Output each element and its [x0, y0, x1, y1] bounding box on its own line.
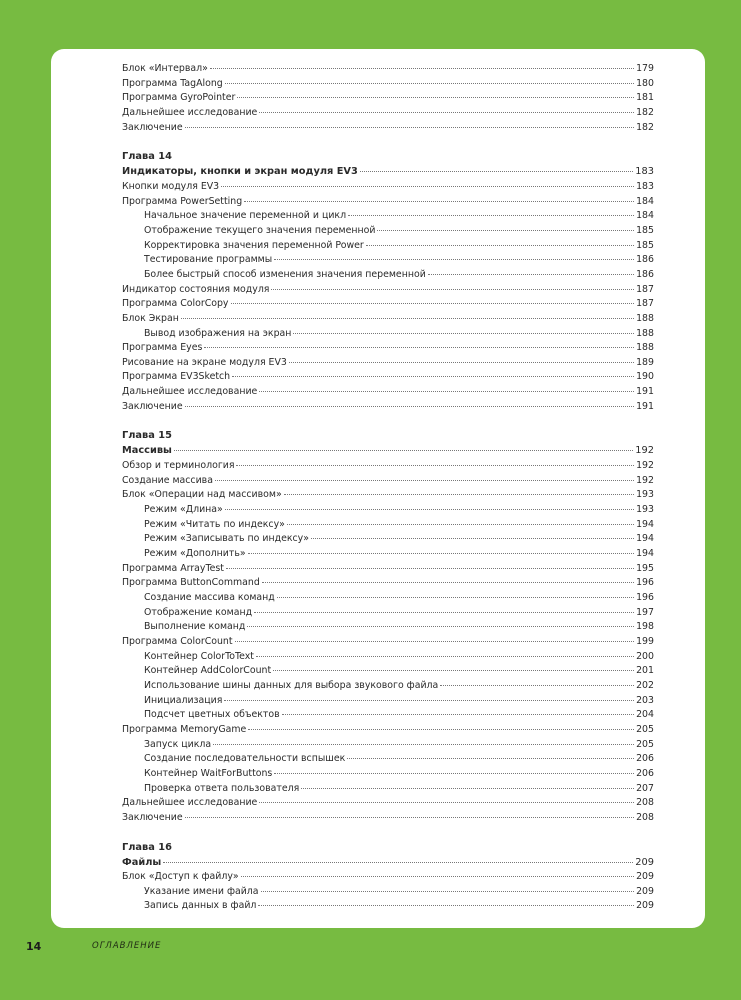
dot-leader	[185, 817, 634, 818]
toc-entry[interactable]	[122, 752, 654, 767]
toc-entry[interactable]	[122, 224, 654, 239]
entry-page-number: 207	[636, 782, 654, 794]
entry-page-number: 188	[636, 312, 654, 324]
entry-title: Программа MemoryGame	[122, 723, 247, 735]
dot-leader	[241, 876, 634, 877]
toc-entry[interactable]	[122, 180, 654, 195]
toc-entry[interactable]	[122, 870, 654, 885]
entry-title: Отображение текущего значения переменной	[144, 224, 376, 236]
entry-title: Режим «Читать по индексу»	[144, 518, 285, 530]
entry-page-number: 187	[636, 298, 654, 310]
dot-leader	[254, 612, 634, 613]
entry-title: Блок Экран	[122, 312, 179, 324]
entry-page-number: 193	[636, 504, 654, 516]
entry-page-number: 183	[636, 180, 654, 192]
dot-leader	[258, 905, 634, 906]
entry-page-number: 209	[636, 900, 654, 912]
dot-leader	[284, 494, 634, 495]
entry-title: Блок «Доступ к файлу»	[122, 871, 239, 883]
entry-title: Блок «Интервал»	[122, 63, 208, 74]
entry-page-number: 192	[635, 445, 654, 457]
entry-page-number: 188	[636, 327, 654, 339]
dot-leader	[259, 112, 634, 113]
dot-leader	[360, 171, 633, 172]
toc-entry[interactable]	[122, 341, 654, 356]
entry-page-number: 198	[636, 621, 654, 633]
entry-title: Контейнер ColorToText	[144, 650, 254, 662]
entry-page-number: 196	[636, 577, 654, 589]
dot-leader	[204, 347, 634, 348]
entry-title: Выполнение команд	[144, 621, 246, 633]
dot-leader	[259, 802, 634, 803]
entry-page-number: 200	[636, 650, 654, 662]
dot-leader	[213, 744, 634, 745]
dot-leader	[311, 538, 634, 539]
dot-leader	[225, 83, 634, 84]
toc-entry[interactable]	[122, 474, 654, 489]
entry-page-number: 191	[636, 386, 654, 398]
table-of-contents	[122, 62, 654, 914]
entry-title: Корректировка значения переменной Power	[144, 239, 364, 251]
entry-title: Программа ColorCount	[122, 635, 233, 647]
toc-entry[interactable]	[122, 606, 654, 621]
entry-page-number: 185	[636, 239, 654, 251]
entry-title: Рисование на экране модуля EV3	[122, 356, 287, 368]
chapter-title-entry[interactable]	[122, 444, 654, 459]
entry-page-number: 188	[636, 342, 654, 354]
toc-entry[interactable]	[122, 620, 654, 635]
page-footer	[26, 940, 162, 953]
dot-leader	[262, 582, 634, 583]
dot-leader	[377, 230, 634, 231]
entry-title: Вывод изображения на экран	[144, 327, 292, 339]
entry-title: Начальное значение переменной и цикл	[144, 210, 347, 222]
toc-entry[interactable]	[122, 121, 654, 136]
entry-title: Программа PowerSetting	[122, 195, 243, 207]
entry-page-number: 194	[636, 548, 654, 560]
dot-leader	[210, 68, 634, 69]
entry-title: Массивы	[122, 445, 172, 457]
entry-title: Программа EV3Sketch	[122, 371, 231, 383]
entry-title: Создание массива	[122, 474, 213, 486]
entry-page-number: 209	[636, 885, 654, 897]
dot-leader	[226, 568, 634, 569]
entry-title: Дальнейшее исследование	[122, 797, 258, 809]
toc-entry[interactable]	[122, 708, 654, 723]
toc-entry[interactable]	[122, 547, 654, 562]
dot-leader	[273, 670, 634, 671]
toc-entry[interactable]	[122, 591, 654, 606]
toc-entry[interactable]	[122, 664, 654, 679]
entry-page-number: 182	[636, 121, 654, 133]
entry-page-number: 208	[636, 811, 654, 823]
toc-entry[interactable]	[122, 400, 654, 415]
entry-title: Программа GyroPointer	[122, 92, 236, 104]
toc-entry[interactable]	[122, 268, 654, 283]
entry-page-number: 203	[636, 694, 654, 706]
toc-entry[interactable]	[122, 650, 654, 665]
entry-title: Создание последовательности вспышек	[144, 753, 346, 765]
entry-title: Указание имени файла	[144, 885, 259, 897]
entry-page-number: 194	[636, 533, 654, 545]
entry-title: Подсчет цветных объектов	[144, 709, 280, 721]
entry-page-number: 185	[636, 224, 654, 236]
entry-title: Дальнейшее исследование	[122, 386, 258, 398]
dot-leader	[232, 376, 634, 377]
entry-title: Запуск цикла	[144, 738, 212, 750]
entry-page-number: 209	[635, 856, 654, 868]
toc-entry[interactable]	[122, 91, 654, 106]
entry-title: Режим «Длина»	[144, 504, 223, 516]
page-number: 14	[26, 940, 42, 953]
dot-leader	[163, 862, 633, 863]
entry-page-number: 187	[636, 283, 654, 295]
dot-leader	[366, 245, 634, 246]
entry-title: Заключение	[122, 811, 183, 823]
entry-title: Контейнер WaitForButtons	[144, 767, 273, 779]
entry-page-number: 183	[635, 166, 654, 178]
toc-entry[interactable]	[122, 885, 654, 900]
entry-title: Режим «Записывать по индексу»	[144, 533, 309, 545]
entry-page-number: 186	[636, 268, 654, 280]
entry-page-number: 201	[636, 665, 654, 677]
toc-entry[interactable]	[122, 62, 654, 77]
entry-page-number: 180	[636, 77, 654, 89]
dot-leader	[271, 289, 634, 290]
dot-leader	[236, 465, 634, 466]
entry-page-number: 186	[636, 254, 654, 266]
toc-entry[interactable]	[122, 209, 654, 224]
toc-entry[interactable]	[122, 635, 654, 650]
dot-leader	[181, 318, 634, 319]
chapter-heading: Глава 14	[122, 151, 172, 163]
toc-entry[interactable]	[122, 385, 654, 400]
entry-page-number: 194	[636, 518, 654, 530]
entry-page-number: 199	[636, 635, 654, 647]
entry-title: Программа TagAlong	[122, 77, 223, 89]
entry-page-number: 205	[636, 723, 654, 735]
entry-title: Программа ButtonCommand	[122, 577, 260, 589]
entry-page-number: 179	[636, 63, 654, 74]
dot-leader	[348, 215, 634, 216]
toc-entry[interactable]	[122, 679, 654, 694]
toc-entry[interactable]	[122, 77, 654, 92]
dot-leader	[428, 274, 634, 275]
dot-leader	[274, 259, 634, 260]
entry-page-number: 192	[636, 474, 654, 486]
entry-page-number: 206	[636, 753, 654, 765]
dot-leader	[277, 597, 634, 598]
entry-page-number: 209	[636, 871, 654, 883]
chapter-title-entry[interactable]	[122, 165, 654, 180]
entry-title: Более быстрый способ изменения значения переменной	[144, 268, 426, 280]
entry-title: Файлы	[122, 856, 162, 868]
toc-entry[interactable]	[122, 253, 654, 268]
dot-leader	[274, 773, 634, 774]
toc-entry[interactable]	[122, 899, 654, 914]
entry-title: Блок «Операции над массивом»	[122, 489, 282, 501]
toc-entry[interactable]	[122, 562, 654, 577]
dot-leader	[301, 788, 634, 789]
entry-page-number: 184	[636, 195, 654, 207]
entry-page-number: 195	[636, 562, 654, 574]
entry-title: Кнопки модуля EV3	[122, 180, 220, 192]
entry-page-number: 184	[636, 210, 654, 222]
entry-title: Запись данных в файл	[144, 900, 257, 912]
entry-title: Программа ColorCopy	[122, 298, 229, 310]
dot-leader	[289, 362, 634, 363]
toc-entry[interactable]	[122, 327, 654, 342]
entry-page-number: 192	[636, 460, 654, 472]
chapter-heading: Глава 16	[122, 841, 172, 853]
toc-entry[interactable]	[122, 576, 654, 591]
dot-leader	[261, 891, 635, 892]
dot-leader	[256, 656, 634, 657]
toc-entry[interactable]	[122, 738, 654, 753]
toc-entry[interactable]	[122, 370, 654, 385]
toc-entry[interactable]	[122, 297, 654, 312]
entry-page-number: 208	[636, 797, 654, 809]
entry-page-number: 181	[636, 92, 654, 104]
toc-entry[interactable]	[122, 694, 654, 709]
dot-leader	[244, 201, 634, 202]
entry-title: Тестирование программы	[144, 254, 273, 266]
toc-entry[interactable]	[122, 106, 654, 121]
dot-leader	[185, 127, 634, 128]
toc-entry[interactable]	[122, 782, 654, 797]
entry-page-number: 189	[636, 356, 654, 368]
entry-page-number: 204	[636, 709, 654, 721]
chapter-heading: Глава 15	[122, 430, 172, 442]
entry-title: Контейнер AddColorCount	[144, 665, 272, 677]
dot-leader	[347, 758, 634, 759]
entry-page-number: 202	[636, 679, 654, 691]
entry-page-number: 190	[636, 371, 654, 383]
entry-page-number: 196	[636, 592, 654, 603]
entry-title: Программа Eyes	[122, 342, 203, 354]
dot-leader	[259, 391, 634, 392]
entry-title: Индикаторы, кнопки и экран модуля EV3	[122, 166, 358, 178]
entry-title: Дальнейшее исследование	[122, 106, 258, 118]
toc-entry[interactable]	[122, 767, 654, 782]
dot-leader	[231, 303, 635, 304]
toc-entry[interactable]	[122, 503, 654, 518]
dot-leader	[225, 509, 634, 510]
toc-entry[interactable]	[122, 356, 654, 371]
entry-title: Заключение	[122, 121, 183, 133]
dot-leader	[185, 406, 634, 407]
toc-entry[interactable]	[122, 532, 654, 547]
dot-leader	[235, 641, 635, 642]
entry-page-number: 197	[636, 606, 654, 618]
dot-leader	[215, 480, 634, 481]
footer-label: ОГЛАВЛЕНИЕ	[92, 941, 162, 951]
toc-entry[interactable]	[122, 283, 654, 298]
toc-entry[interactable]	[122, 239, 654, 254]
entry-title: Режим «Дополнить»	[144, 548, 246, 560]
dot-leader	[282, 714, 634, 715]
entry-title: Индикатор состояния модуля	[122, 283, 270, 295]
dot-leader	[247, 626, 634, 627]
entry-title: Проверка ответа пользователя	[144, 782, 300, 794]
entry-title: Создание массива команд	[144, 592, 275, 603]
entry-page-number: 205	[636, 738, 654, 750]
dot-leader	[248, 729, 634, 730]
toc-entry[interactable]	[122, 796, 654, 811]
dot-leader	[221, 186, 634, 187]
toc-entry[interactable]	[122, 312, 654, 327]
entry-title: Инициализация	[144, 694, 223, 706]
entry-title: Заключение	[122, 400, 183, 412]
entry-title: Программа ArrayTest	[122, 562, 224, 574]
dot-leader	[248, 553, 634, 554]
dot-leader	[287, 524, 634, 525]
dot-leader	[174, 450, 633, 451]
dot-leader	[224, 700, 634, 701]
toc-entry[interactable]	[122, 518, 654, 533]
toc-entry[interactable]	[122, 459, 654, 474]
entry-title: Использование шины данных для выбора звукового файла	[144, 679, 439, 691]
toc-entry[interactable]	[122, 195, 654, 210]
entry-page-number: 182	[636, 106, 654, 118]
entry-page-number: 191	[636, 400, 654, 412]
entry-title: Отображение команд	[144, 606, 253, 618]
dot-leader	[237, 97, 634, 98]
chapter-title-entry[interactable]	[122, 856, 654, 871]
dot-leader	[440, 685, 634, 686]
entry-page-number: 193	[636, 489, 654, 501]
toc-entry[interactable]	[122, 488, 654, 503]
entry-page-number: 206	[636, 767, 654, 779]
dot-leader	[293, 333, 634, 334]
toc-entry[interactable]	[122, 723, 654, 738]
entry-title: Обзор и терминология	[122, 460, 235, 472]
toc-entry[interactable]	[122, 811, 654, 826]
